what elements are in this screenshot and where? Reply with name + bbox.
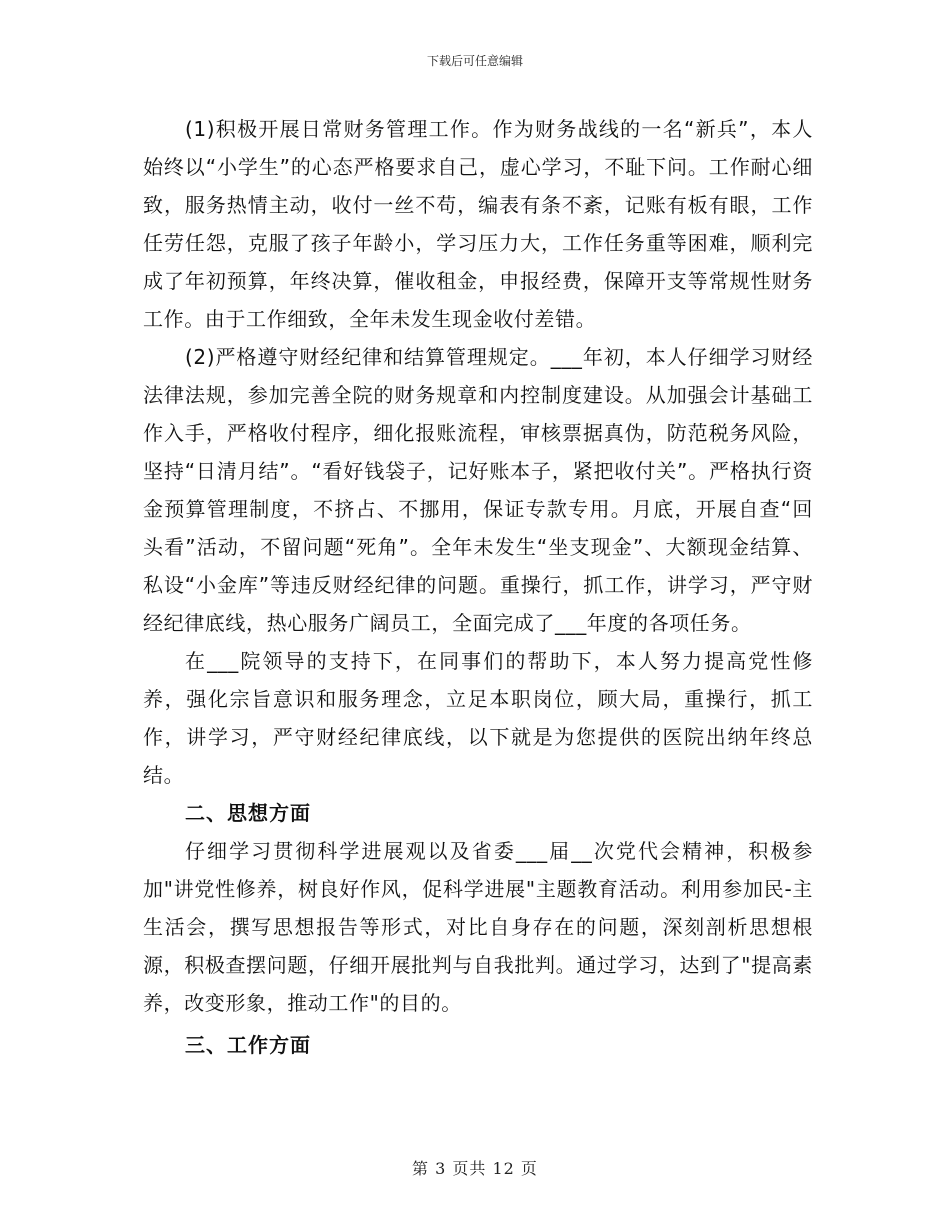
paragraph-summary-intro: 在___院领导的支持下，在同事们的帮助下，本人努力提高党性修养，强化宗旨意识和服务理念，立足本职岗位，顾大局，重操行，抓工作，讲学习，严守财经纪律底线，以下就是为您提供的医院出纳年终总结。 [143, 649, 813, 787]
section-heading-ideology: 二、思想方面 [185, 801, 311, 825]
section-heading-work: 三、工作方面 [185, 1033, 311, 1057]
page-header: 下载后可任意编辑 [426, 54, 523, 68]
paragraph-financial-discipline: (2)严格遵守财经纪律和结算管理规定。___年初，本人仔细学习财经法律法规，参加完善全院的财务规章和内控制度建设。从加强会计基础工作入手，严格收付程序，细化报账流程，审核票据真伪，防范税务风险，坚持“日清月结”。“看好钱袋子，记好账本子，紧把收付关”。严格执行资金预算管理制度，不挤占、不挪用，保证专款专用。月底，开展自查“回头看”活动，不留问题“死角”。全年未发生“坐支现金”、大额现金结算、私设“小金库”等违反财经纪律的问题。重操行，抓工作，讲学习，严守财经纪律底线，热心服务广阔员工，全面完成了___年度的各项任务。 [143, 345, 813, 635]
document-body [143, 110, 813, 1064]
paragraph-daily-finance: (1)积极开展日常财务管理工作。作为财务战线的一名“新兵”，本人始终以“小学生”的心态严格要求自己，虚心学习，不耻下问。工作耐心细致，服务热情主动，收付一丝不苟，编表有条不紊，记账有板有眼，工作任劳任怨，克服了孩子年龄小，学习压力大，工作任务重等困难，顺利完成了年初预算，年终决算，催收租金，申报经费，保障开支等常规性财务工作。由于工作细致，全年未发生现金收付差错。 [143, 117, 813, 331]
page-footer: 第 3 页共 12 页 [412, 1159, 538, 1178]
paragraph-ideology: 仔细学习贯彻科学进展观以及省委___届__次党代会精神，积极参加"讲党性修养，树良好作风，促科学进展"主题教育活动。利用参加民-主生活会，撰写思想报告等形式，对比自身存在的问题，深刻剖析思想根源，积极查摆问题，仔细开展批判与自我批判。通过学习，达到了"提高素养，改变形象，推动工作"的目的。 [143, 839, 813, 1015]
